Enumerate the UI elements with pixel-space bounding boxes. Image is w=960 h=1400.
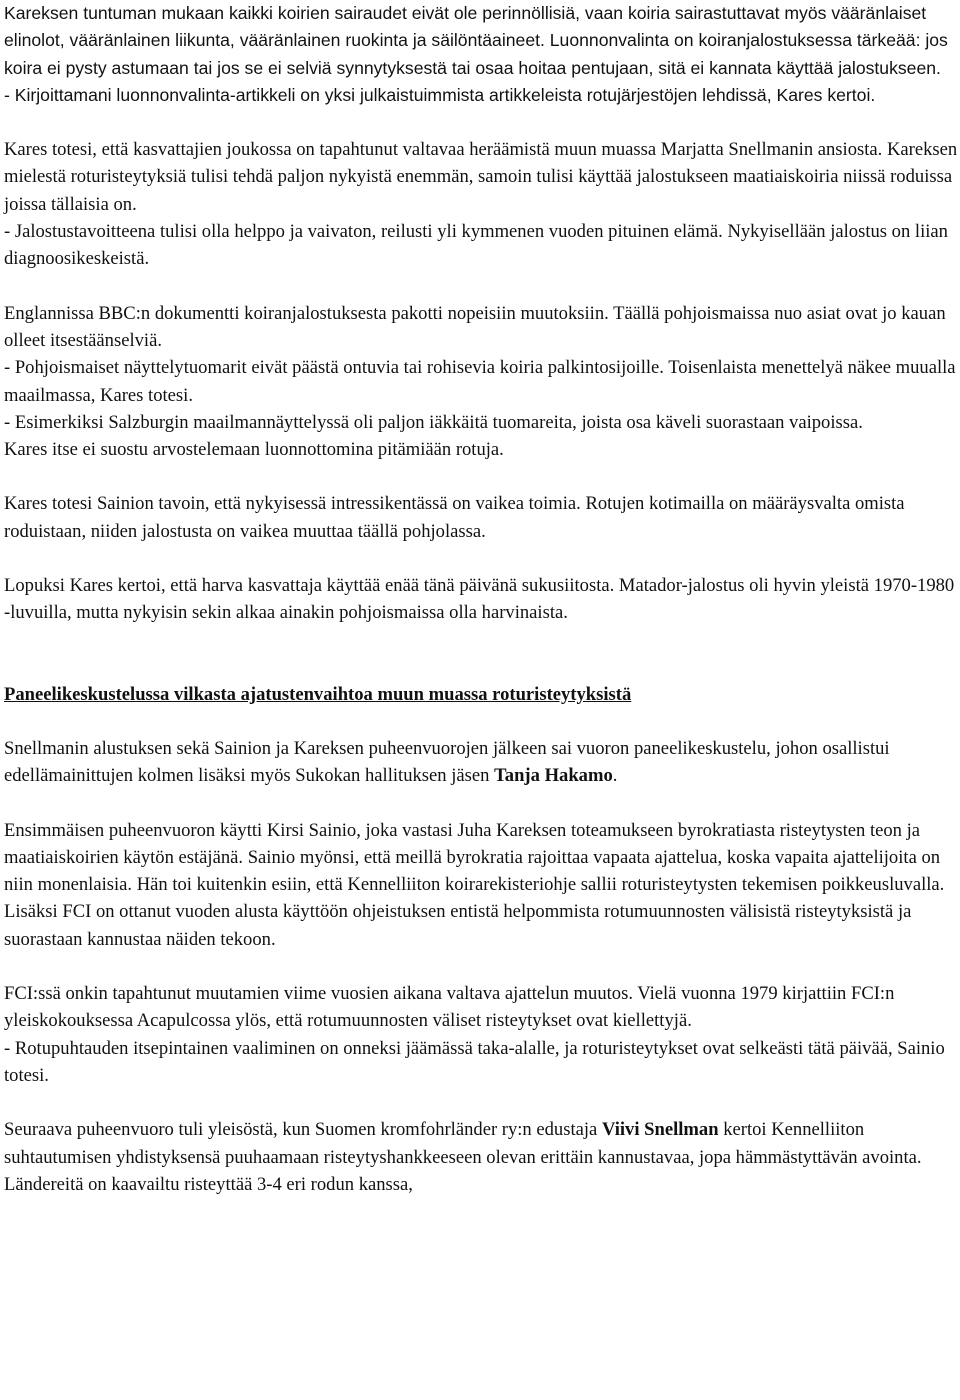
- paragraph-breeding-goal: - Jalostustavoitteena tulisi olla helppo ja vaivaton, reilusti yli kymmenen vuoden pituinen elämä. Nykyisellään jalostus on liian diagnoosikeskeistä.: [4, 221, 948, 270]
- paragraph-audience: [4, 1116, 958, 1198]
- speaker-name-snellman: Viivi Snellman: [601, 1119, 719, 1141]
- paragraph-breeding-health: Kareksen tuntuman mukaan kaikki koirien sairaudet eivät ole perinnöllisiä, vaan koiria sairastuttavat myös vääränlaiset elinolot, vääränlainen liikunta, vääränlainen ruokinta ja säilöntäaineet. Luonnonvalinta on koiranjalostuksessa tärkeää: jos koira ei pysty astumaan tai jos se ei selviä synnytyksestä tai osaa hoitaa pentujaan, sitä ei kannata käyttää jalostukseen.: [4, 3, 948, 78]
- paragraph-sainio-first: Ensimmäisen puheenvuoron käytti Kirsi Sainio, joka vastasi Juha Kareksen toteamukseen byrokratiasta risteytysten teon ja maatiaiskoirien käytön estäjänä. Sainio myönsi, että meillä byrokratia rajoittaa vapaata ajattelua, koska vapaita ajattelijoita on niin monenlaisia. Hän toi kuitenkin esiin, että Kennelliiton koirarekisteriohje sallii roturisteytysten tekemisen poikkeusluvalla. Lisäksi FCI on ottanut vuoden alusta käyttöön ohjeistuksen entistä helpommista rotumuunnosten välisistä risteytyksistä ja suorastaan kannustaa näiden tekoon.: [4, 819, 945, 950]
- paragraph-bbc: Englannissa BBC:n dokumentti koiranjalostuksesta pakotti nopeisiin muutoksiin. Täällä pohjoismaissa nuo asiat ovat jo kauan olleet itsestäänselviä.: [4, 302, 946, 351]
- paragraph-judges: - Pohjoismaiset näyttelytuomarit eivät päästä ontuvia tai rohisevia koiria palkintosijoille. Toisenlaista menettelyä näkee muualla maailmassa, Kares totesi.: [4, 357, 956, 406]
- paragraph-kares-refuses: Kares itse ei suostu arvostelemaan luonnottomina pitämiään rotuja.: [4, 439, 504, 461]
- audience-intro-text: Seuraava puheenvuoro tuli yleisöstä, kun Suomen kromfohrländer ry:n edustaja: [4, 1119, 598, 1141]
- panel-intro-end: .: [612, 765, 618, 787]
- paragraph-awakening: Kares totesi, että kasvattajien joukossa on tapahtunut valtavaa heräämistä muun muassa Marjatta Snellmanin ansiosta. Kareksen mielestä roturisteytyksiä tulisi tehdä paljon nykyistä enemmän, samoin tulisi käyttää jalostukseen maatiaiskoiria niissä roduissa joissa tällaisia on.: [4, 139, 958, 215]
- article-body: [4, 0, 958, 1198]
- paragraph-quote-article: - Kirjoittamani luonnonvalinta-artikkeli on yksi julkaistuimmista artikkeleista rotujärjestöjen lehdissä, Kares kertoi.: [4, 84, 876, 105]
- section-heading: Paneelikeskustelussa vilkasta ajatustenvaihtoa muun muassa roturisteytyksistä: [4, 683, 632, 705]
- paragraph-inbreeding: Lopuksi Kares kertoi, että harva kasvattaja käyttää enää tänä päivänä sukusiitosta. Matador-jalostus oli hyvin yleistä 1970-1980 -luvuilla, mutta nykyisin sekin alkaa ainakin pohjoismaissa olla harvinaista.: [4, 575, 955, 624]
- panel-intro-text: Snellmanin alustuksen sekä Sainion ja Kareksen puheenvuorojen jälkeen sai vuoron paneelikeskustelu, johon osallistui edellämainittujen kolmen lisäksi myös Sukokan hallituksen jäsen: [4, 737, 890, 787]
- paragraph-salzburg: - Esimerkiksi Salzburgin maailmannäyttelyssä oli paljon iäkkäitä tuomareita, joista osa käveli suorastaan vaipoissa.: [4, 411, 863, 433]
- panelist-name-hakamo: Tanja Hakamo: [494, 765, 613, 787]
- paragraph-panel-intro: [4, 735, 958, 790]
- paragraph-fci-change: FCI:ssä onkin tapahtunut muutamien viime vuosien aikana valtava ajattelun muutos. Vielä vuonna 1979 kirjattiin FCI:n yleiskokouksessa Acapulcossa ylös, että rotumuunnosten väliset risteytykset ovat kiellettyjä.: [4, 983, 895, 1032]
- paragraph-interest-field: Kares totesi Sainion tavoin, että nykyisessä intressikentässä on vaikea toimia. Rotujen kotimailla on määräysvalta omista roduistaan, niiden jalostusta on vaikea muuttaa täällä pohjolassa.: [4, 493, 905, 542]
- audience-continuation: kertoi Kennelliiton suhtautumisen yhdistyksensä puuhaamaan risteytyshankkeeseen olevan erittäin kannustavaa, jopa hämmästyttävän avointa. Ländereitä on kaavailtu risteyttää 3-4 eri rodun kanssa,: [4, 1119, 922, 1195]
- paragraph-sainio-quote: - Rotupuhtauden itsepintainen vaaliminen on onneksi jäämässä taka-alalle, ja roturisteytykset ovat selkeästi tätä päivää, Sainio totesi.: [4, 1037, 945, 1086]
